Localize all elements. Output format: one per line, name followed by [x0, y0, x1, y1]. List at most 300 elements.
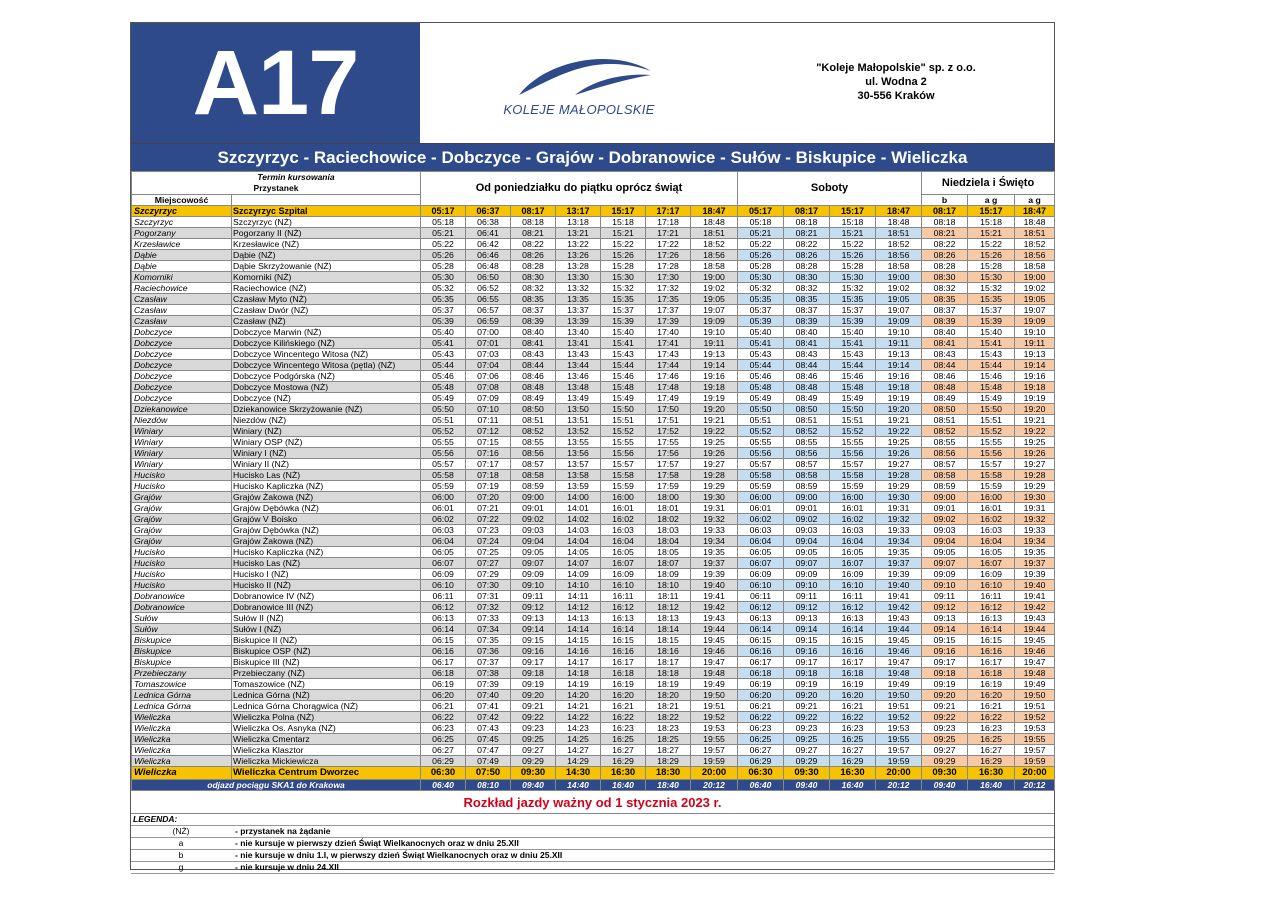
- time-cell: 05:58: [421, 470, 466, 481]
- time-cell: 09:16: [511, 646, 556, 657]
- time-cell: 09:19: [922, 679, 968, 690]
- stop-cell: Lednica Górna Chorągwica (NŻ): [232, 701, 421, 712]
- time-cell: 15:50: [601, 404, 646, 415]
- time-cell: 08:50: [922, 404, 968, 415]
- termin-label: Termin kursowania: [257, 172, 335, 182]
- legend-title: LEGENDA:: [131, 814, 1054, 826]
- time-cell: 06:05: [738, 547, 784, 558]
- time-cell: 08:59: [922, 481, 968, 492]
- time-cell: 06:01: [738, 503, 784, 514]
- stop-cell: Sułów II (NŻ): [232, 613, 421, 624]
- time-cell: 16:11: [968, 591, 1015, 602]
- time-cell: 19:33: [1015, 525, 1055, 536]
- time-cell: 09:20: [511, 690, 556, 701]
- legend-key: g: [178, 862, 184, 872]
- time-cell: 15:57: [601, 459, 646, 470]
- time-cell: 15:32: [601, 283, 646, 294]
- time-cell: 07:21: [466, 503, 511, 514]
- time-cell: 09:07: [784, 558, 830, 569]
- stop-cell: Wieliczka Klasztor: [232, 745, 421, 756]
- time-cell: 19:50: [1015, 690, 1055, 701]
- time-cell: 16:30: [830, 767, 876, 780]
- time-cell: 06:52: [466, 283, 511, 294]
- time-cell: 19:52: [876, 712, 922, 723]
- time-cell: 05:22: [738, 239, 784, 250]
- time-cell: 16:27: [830, 745, 876, 756]
- time-cell: 06:18: [738, 668, 784, 679]
- time-cell: 05:52: [738, 426, 784, 437]
- time-cell: 19:11: [691, 338, 738, 349]
- time-cell: 18:09: [646, 569, 691, 580]
- time-cell: 09:11: [784, 591, 830, 602]
- time-cell: 09:27: [922, 745, 968, 756]
- time-cell: 06:14: [738, 624, 784, 635]
- time-cell: 13:26: [556, 250, 601, 261]
- stop-cell: Wieliczka Centrum Dworzec: [232, 767, 421, 780]
- time-cell: 08:32: [784, 283, 830, 294]
- time-cell: 09:01: [784, 503, 830, 514]
- time-cell: 15:37: [601, 305, 646, 316]
- time-cell: 16:02: [601, 514, 646, 525]
- train-time-cell: 16:40: [601, 780, 646, 791]
- time-cell: 16:19: [968, 679, 1015, 690]
- time-cell: 16:19: [601, 679, 646, 690]
- time-cell: 05:22: [421, 239, 466, 250]
- time-cell: 16:12: [830, 602, 876, 613]
- time-cell: 19:07: [1015, 305, 1055, 316]
- legend-item: [131, 838, 1054, 850]
- time-cell: 14:20: [556, 690, 601, 701]
- time-cell: 16:01: [968, 503, 1015, 514]
- stop-cell: Pogorzany II (NŻ): [232, 228, 421, 239]
- time-cell: 08:22: [784, 239, 830, 250]
- time-cell: 15:59: [968, 481, 1015, 492]
- locality-cell: Szczyrzyc: [132, 217, 232, 228]
- time-cell: 19:42: [876, 602, 922, 613]
- time-cell: 05:48: [738, 382, 784, 393]
- time-cell: 07:37: [466, 657, 511, 668]
- time-cell: 14:00: [556, 492, 601, 503]
- time-cell: 19:59: [876, 756, 922, 767]
- time-cell: 16:15: [968, 635, 1015, 646]
- sun-note-3: a g: [1015, 195, 1055, 206]
- stop-cell: Dobranowice IV (NŻ): [232, 591, 421, 602]
- time-cell: 15:40: [601, 327, 646, 338]
- time-cell: 15:43: [968, 349, 1015, 360]
- time-cell: 16:12: [968, 602, 1015, 613]
- time-cell: 09:13: [784, 613, 830, 624]
- time-cell: 19:10: [1015, 327, 1055, 338]
- time-cell: 15:26: [830, 250, 876, 261]
- time-cell: 13:43: [556, 349, 601, 360]
- time-cell: 18:48: [691, 217, 738, 228]
- time-cell: 17:26: [646, 250, 691, 261]
- train-label: odjazd pociągu SKA1 do Krakowa: [132, 780, 421, 791]
- stop-cell: Dziekanowice Skrzyżowanie (NŻ): [232, 404, 421, 415]
- time-cell: 09:17: [922, 657, 968, 668]
- time-cell: 09:18: [784, 668, 830, 679]
- time-cell: 05:49: [738, 393, 784, 404]
- time-cell: 08:49: [784, 393, 830, 404]
- time-cell: 09:00: [784, 492, 830, 503]
- time-cell: 17:46: [646, 371, 691, 382]
- time-cell: 15:59: [601, 481, 646, 492]
- time-cell: 06:13: [421, 613, 466, 624]
- time-cell: 05:40: [421, 327, 466, 338]
- time-cell: 19:28: [876, 470, 922, 481]
- time-cell: 17:44: [646, 360, 691, 371]
- time-cell: 05:30: [421, 272, 466, 283]
- time-cell: 19:05: [876, 294, 922, 305]
- time-cell: 05:48: [421, 382, 466, 393]
- time-cell: 15:28: [968, 261, 1015, 272]
- company-name: "Koleje Małopolskie" sp. z o.o.: [816, 62, 976, 74]
- time-cell: 13:44: [556, 360, 601, 371]
- table-row: [132, 503, 1055, 514]
- time-cell: 15:52: [601, 426, 646, 437]
- time-cell: 13:21: [556, 228, 601, 239]
- header: [131, 23, 1054, 143]
- time-cell: 05:40: [738, 327, 784, 338]
- time-cell: 08:37: [922, 305, 968, 316]
- time-cell: 15:57: [830, 459, 876, 470]
- table-row: [132, 734, 1055, 745]
- time-cell: 19:30: [876, 492, 922, 503]
- time-cell: 19:09: [1015, 316, 1055, 327]
- time-cell: 19:27: [691, 459, 738, 470]
- time-cell: 17:52: [646, 426, 691, 437]
- company-logo: [420, 23, 738, 143]
- legend-key: b: [178, 850, 184, 860]
- stop-cell: Szczyrzyc Szpital: [232, 206, 421, 217]
- time-cell: 06:04: [738, 536, 784, 547]
- time-cell: 16:23: [601, 723, 646, 734]
- time-cell: 17:48: [646, 382, 691, 393]
- time-cell: 06:09: [738, 569, 784, 580]
- time-cell: 15:49: [968, 393, 1015, 404]
- logo-text: KOLEJE MAŁOPOLSKIE: [503, 102, 655, 117]
- time-cell: 19:39: [876, 569, 922, 580]
- locality-cell: Dąbie: [132, 250, 232, 261]
- train-connection-row: [132, 780, 1055, 791]
- time-cell: 06:15: [738, 635, 784, 646]
- time-cell: 17:43: [646, 349, 691, 360]
- time-cell: 06:10: [421, 580, 466, 591]
- train-time-cell: 14:40: [556, 780, 601, 791]
- time-cell: 16:21: [830, 701, 876, 712]
- time-cell: 16:21: [968, 701, 1015, 712]
- time-cell: 19:47: [876, 657, 922, 668]
- time-cell: 08:21: [922, 228, 968, 239]
- stop-cell: Grajów Żakowa (NŻ): [232, 492, 421, 503]
- time-cell: 15:35: [830, 294, 876, 305]
- time-cell: 05:59: [738, 481, 784, 492]
- time-cell: 19:21: [1015, 415, 1055, 426]
- stop-cell: Komorniki (NŻ): [232, 272, 421, 283]
- time-cell: 16:18: [601, 668, 646, 679]
- time-cell: 19:19: [876, 393, 922, 404]
- time-cell: 19:26: [1015, 448, 1055, 459]
- time-cell: 07:06: [466, 371, 511, 382]
- time-cell: 16:07: [968, 558, 1015, 569]
- time-cell: 19:41: [1015, 591, 1055, 602]
- time-cell: 15:50: [830, 404, 876, 415]
- time-cell: 08:44: [511, 360, 556, 371]
- table-row: [132, 569, 1055, 580]
- time-cell: 14:15: [556, 635, 601, 646]
- time-cell: 19:45: [691, 635, 738, 646]
- time-cell: 06:03: [738, 525, 784, 536]
- time-cell: 09:16: [922, 646, 968, 657]
- legend: [131, 813, 1054, 874]
- time-cell: 18:03: [646, 525, 691, 536]
- time-cell: 19:40: [691, 580, 738, 591]
- time-cell: 16:09: [968, 569, 1015, 580]
- stop-cell: Grajów Żakowa (NŻ): [232, 536, 421, 547]
- time-cell: 14:22: [556, 712, 601, 723]
- time-cell: 06:05: [421, 547, 466, 558]
- time-cell: 09:11: [511, 591, 556, 602]
- locality-cell: Hucisko: [132, 547, 232, 558]
- time-cell: 15:44: [601, 360, 646, 371]
- locality-cell: Czasław: [132, 294, 232, 305]
- time-cell: 08:51: [784, 415, 830, 426]
- time-cell: 06:03: [421, 525, 466, 536]
- time-cell: 07:17: [466, 459, 511, 470]
- time-cell: 06:30: [421, 767, 466, 780]
- time-cell: 06:00: [738, 492, 784, 503]
- locality-cell: Wieliczka: [132, 712, 232, 723]
- table-row: [132, 646, 1055, 657]
- time-cell: 19:11: [1015, 338, 1055, 349]
- stop-cell: Biskupice OSP (NŻ): [232, 646, 421, 657]
- time-cell: 19:31: [876, 503, 922, 514]
- time-cell: 19:55: [876, 734, 922, 745]
- time-cell: 19:14: [1015, 360, 1055, 371]
- time-cell: 14:09: [556, 569, 601, 580]
- timetable: [131, 171, 1055, 791]
- time-cell: 16:20: [830, 690, 876, 701]
- time-cell: 06:37: [466, 206, 511, 217]
- time-cell: 07:38: [466, 668, 511, 679]
- time-cell: 17:58: [646, 470, 691, 481]
- time-cell: 15:39: [830, 316, 876, 327]
- time-cell: 09:13: [922, 613, 968, 624]
- time-cell: 08:50: [511, 404, 556, 415]
- time-cell: 16:14: [830, 624, 876, 635]
- stop-cell: Wieliczka Mickiewicza: [232, 756, 421, 767]
- time-cell: 06:11: [738, 591, 784, 602]
- time-cell: 19:47: [1015, 657, 1055, 668]
- time-cell: 18:21: [646, 701, 691, 712]
- line-number: A17: [131, 23, 420, 143]
- stop-cell: Wieliczka Polna (NŻ): [232, 712, 421, 723]
- time-cell: 18:17: [646, 657, 691, 668]
- time-cell: 08:30: [784, 272, 830, 283]
- time-cell: 17:30: [646, 272, 691, 283]
- time-cell: 07:25: [466, 547, 511, 558]
- stop-cell: Lednica Górna (NŻ): [232, 690, 421, 701]
- time-cell: 16:02: [830, 514, 876, 525]
- time-cell: 15:51: [830, 415, 876, 426]
- time-cell: 17:35: [646, 294, 691, 305]
- time-cell: 18:47: [876, 206, 922, 217]
- time-cell: 19:53: [1015, 723, 1055, 734]
- time-cell: 18:11: [646, 591, 691, 602]
- stop-cell: Hucisko Kapliczka (NŻ): [232, 481, 421, 492]
- time-cell: 18:29: [646, 756, 691, 767]
- time-cell: 05:56: [738, 448, 784, 459]
- time-cell: 19:59: [691, 756, 738, 767]
- time-cell: 19:34: [876, 536, 922, 547]
- time-cell: 09:02: [922, 514, 968, 525]
- table-row: [132, 712, 1055, 723]
- time-cell: 06:23: [421, 723, 466, 734]
- time-cell: 15:48: [830, 382, 876, 393]
- time-cell: 09:20: [784, 690, 830, 701]
- company-street: ul. Wodna 2: [865, 76, 927, 88]
- time-cell: 06:46: [466, 250, 511, 261]
- time-cell: 19:26: [876, 448, 922, 459]
- stop-cell: Wieliczka Cmentarz: [232, 734, 421, 745]
- locality-cell: Biskupice: [132, 657, 232, 668]
- table-row: [132, 547, 1055, 558]
- table-row: [132, 349, 1055, 360]
- time-cell: 06:02: [738, 514, 784, 525]
- time-cell: 16:13: [968, 613, 1015, 624]
- time-cell: 19:05: [691, 294, 738, 305]
- time-cell: 08:28: [511, 261, 556, 272]
- time-cell: 15:46: [968, 371, 1015, 382]
- time-cell: 06:16: [738, 646, 784, 657]
- time-cell: 16:23: [830, 723, 876, 734]
- train-time-cell: 16:40: [968, 780, 1015, 791]
- time-cell: 16:15: [830, 635, 876, 646]
- time-cell: 08:35: [784, 294, 830, 305]
- time-cell: 05:51: [421, 415, 466, 426]
- time-cell: 07:31: [466, 591, 511, 602]
- time-cell: 19:37: [691, 558, 738, 569]
- time-cell: 15:41: [830, 338, 876, 349]
- table-row: [132, 206, 1055, 217]
- locality-cell: Grajów: [132, 503, 232, 514]
- stop-cell: Hucisko Las (NŻ): [232, 558, 421, 569]
- time-cell: 15:22: [968, 239, 1015, 250]
- time-cell: 08:41: [784, 338, 830, 349]
- legend-key: (NŻ): [172, 826, 190, 836]
- locality-cell: Czasław: [132, 316, 232, 327]
- train-time-cell: 16:40: [830, 780, 876, 791]
- table-row: [132, 338, 1055, 349]
- time-cell: 08:43: [784, 349, 830, 360]
- time-cell: 08:48: [511, 382, 556, 393]
- time-cell: 05:55: [738, 437, 784, 448]
- time-cell: 08:49: [922, 393, 968, 404]
- table-row: [132, 360, 1055, 371]
- time-cell: 13:41: [556, 338, 601, 349]
- time-cell: 14:11: [556, 591, 601, 602]
- time-cell: 16:29: [968, 756, 1015, 767]
- table-row: [132, 756, 1055, 767]
- time-cell: 06:07: [738, 558, 784, 569]
- time-cell: 19:48: [1015, 668, 1055, 679]
- time-cell: 17:41: [646, 338, 691, 349]
- time-cell: 05:17: [738, 206, 784, 217]
- time-cell: 08:55: [511, 437, 556, 448]
- weekdays-header: Od poniedziałku do piątku oprócz świąt: [421, 172, 738, 206]
- locality-cell: Wieliczka: [132, 756, 232, 767]
- time-cell: 15:50: [968, 404, 1015, 415]
- time-cell: 05:51: [738, 415, 784, 426]
- time-cell: 08:57: [511, 459, 556, 470]
- time-cell: 19:51: [691, 701, 738, 712]
- time-cell: 05:17: [421, 206, 466, 217]
- time-cell: 18:22: [646, 712, 691, 723]
- time-cell: 16:18: [968, 668, 1015, 679]
- time-cell: 19:39: [691, 569, 738, 580]
- time-cell: 15:17: [968, 206, 1015, 217]
- time-cell: 15:17: [601, 206, 646, 217]
- time-cell: 17:50: [646, 404, 691, 415]
- time-cell: 06:19: [738, 679, 784, 690]
- time-cell: 15:21: [968, 228, 1015, 239]
- time-cell: 14:14: [556, 624, 601, 635]
- time-cell: 19:20: [876, 404, 922, 415]
- time-cell: 08:30: [511, 272, 556, 283]
- time-cell: 15:58: [830, 470, 876, 481]
- time-cell: 06:30: [738, 767, 784, 780]
- time-cell: 15:44: [830, 360, 876, 371]
- time-cell: 19:47: [691, 657, 738, 668]
- time-cell: 09:19: [784, 679, 830, 690]
- time-cell: 19:41: [876, 591, 922, 602]
- train-time-cell: 08:10: [466, 780, 511, 791]
- time-cell: 08:39: [511, 316, 556, 327]
- time-cell: 05:59: [421, 481, 466, 492]
- time-cell: 14:29: [556, 756, 601, 767]
- time-cell: 09:18: [922, 668, 968, 679]
- time-cell: 19:30: [1015, 492, 1055, 503]
- stop-cell: Wieliczka Os. Asnyka (NŻ): [232, 723, 421, 734]
- legend-item: [131, 826, 1054, 838]
- time-cell: 08:51: [922, 415, 968, 426]
- time-cell: 18:07: [646, 558, 691, 569]
- time-cell: 09:02: [511, 514, 556, 525]
- time-cell: 05:57: [738, 459, 784, 470]
- time-cell: 06:21: [421, 701, 466, 712]
- table-row: [132, 448, 1055, 459]
- table-row: [132, 635, 1055, 646]
- time-cell: 16:29: [830, 756, 876, 767]
- time-cell: 19:22: [876, 426, 922, 437]
- logo-arc-icon: [515, 51, 655, 99]
- time-cell: 14:13: [556, 613, 601, 624]
- time-cell: 19:07: [691, 305, 738, 316]
- time-cell: 13:55: [556, 437, 601, 448]
- time-cell: 19:53: [876, 723, 922, 734]
- time-cell: 09:03: [922, 525, 968, 536]
- time-cell: 19:31: [1015, 503, 1055, 514]
- time-cell: 09:01: [922, 503, 968, 514]
- stop-cell: Sułów I (NŻ): [232, 624, 421, 635]
- time-cell: 09:25: [511, 734, 556, 745]
- time-cell: 16:05: [830, 547, 876, 558]
- locality-cell: Tomaszowice: [132, 679, 232, 690]
- locality-cell: Hucisko: [132, 580, 232, 591]
- time-cell: 16:01: [601, 503, 646, 514]
- time-cell: 17:39: [646, 316, 691, 327]
- validity-note: Rozkład jazdy ważny od 1 stycznia 2023 r.: [463, 795, 722, 810]
